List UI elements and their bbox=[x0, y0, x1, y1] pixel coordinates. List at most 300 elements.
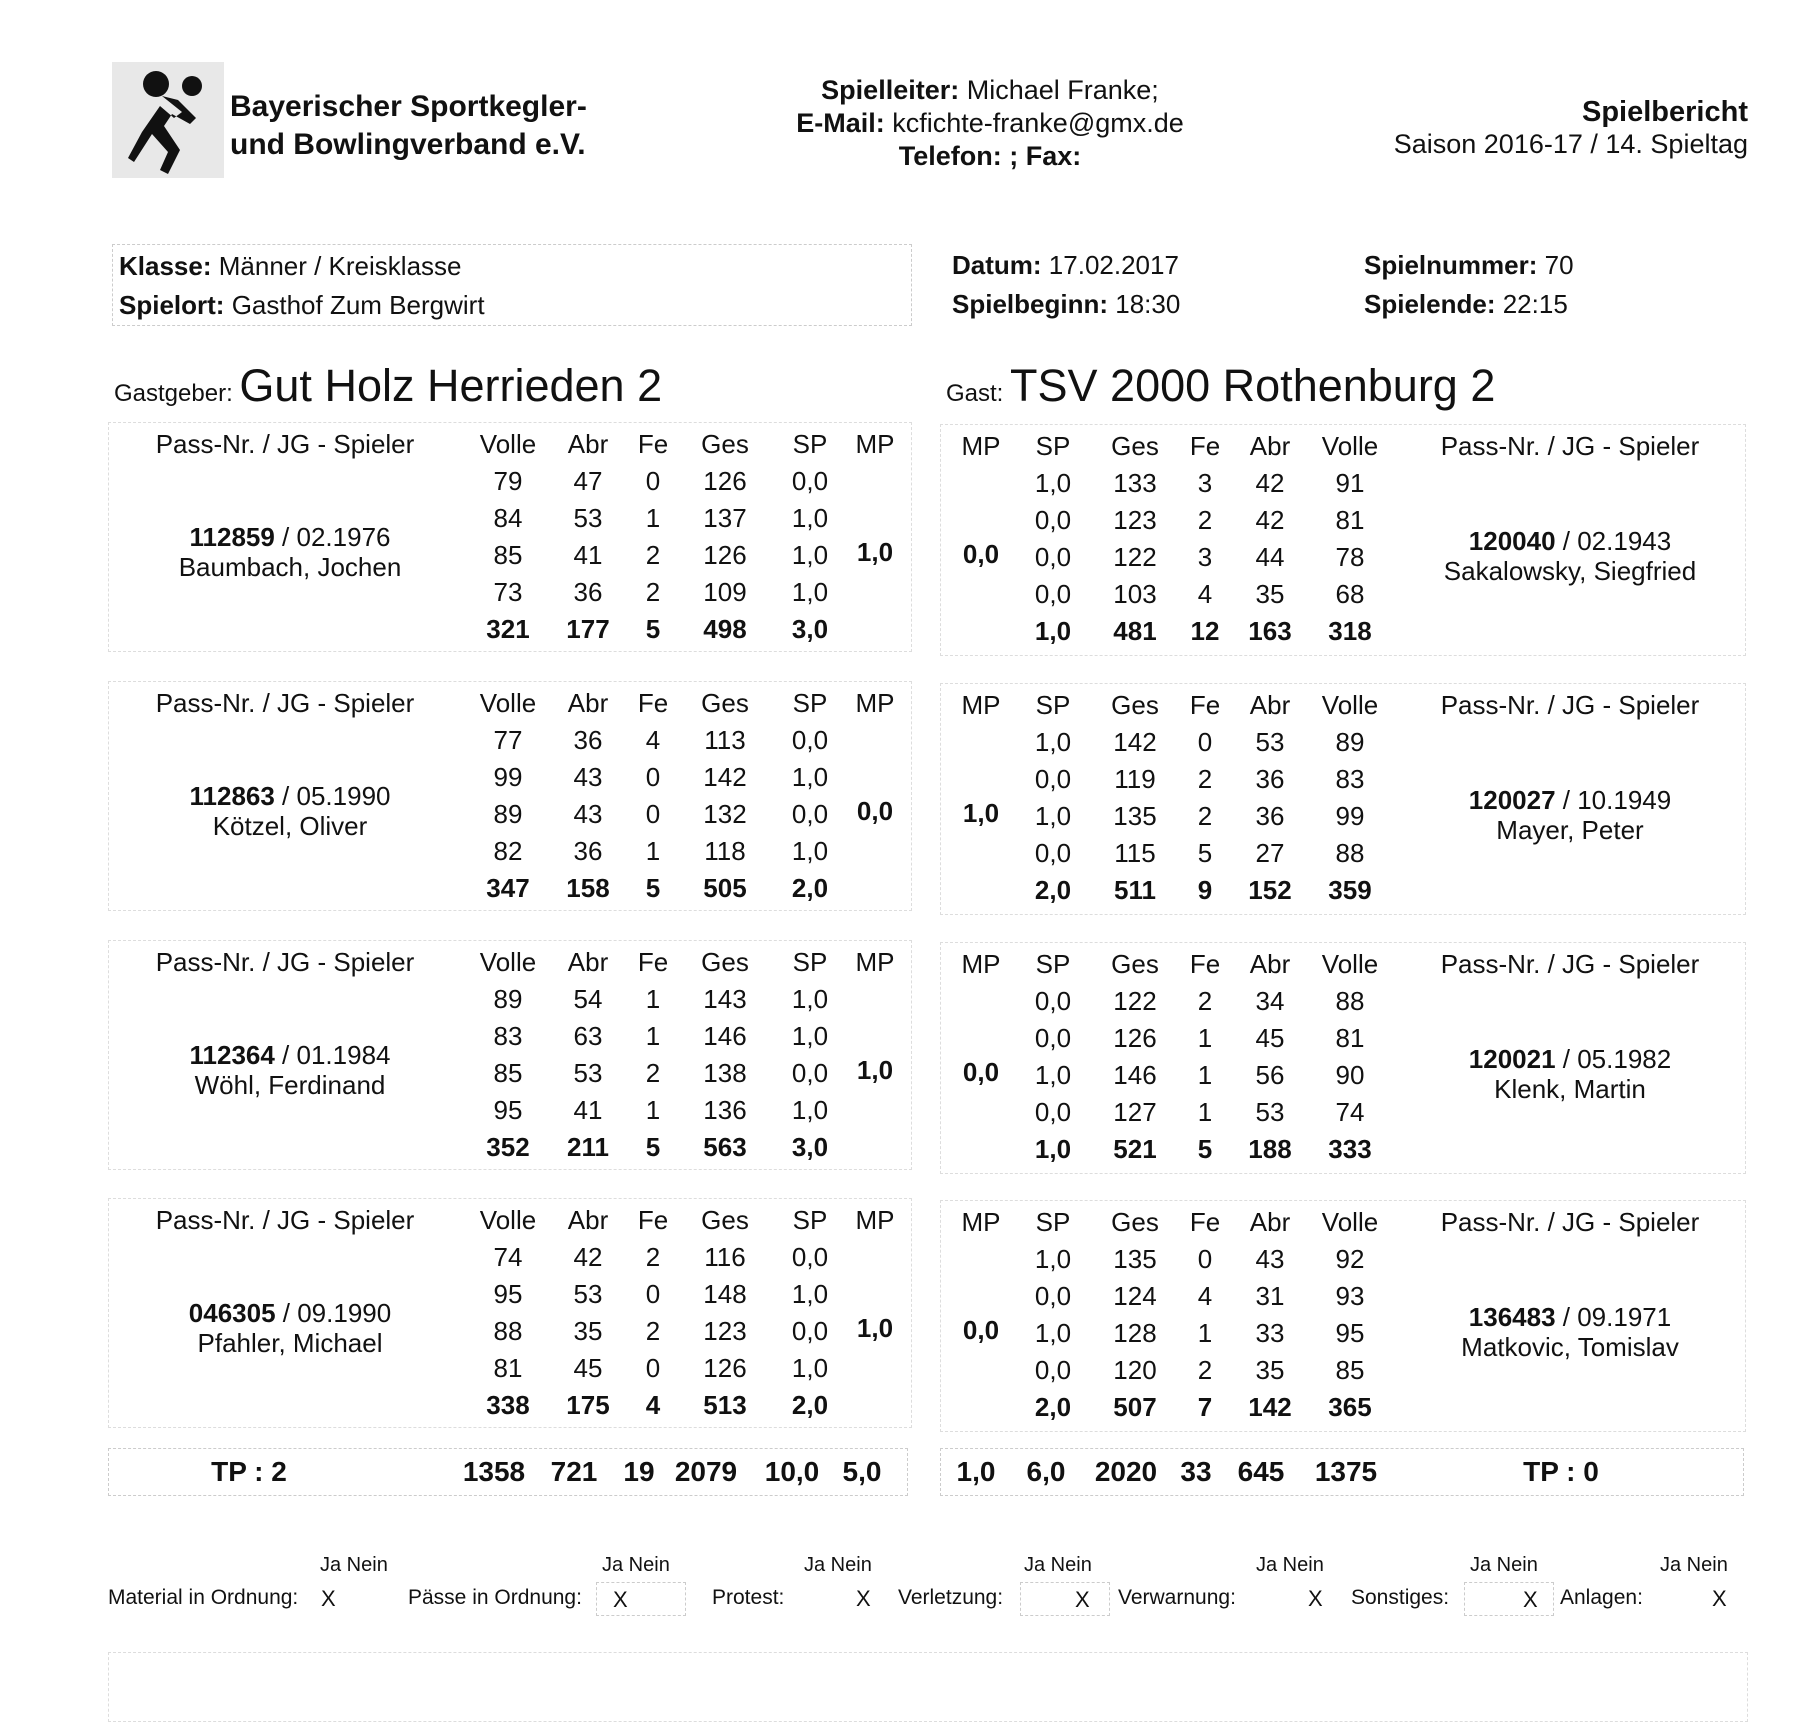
score-cell: 81 bbox=[1335, 1023, 1365, 1053]
column-header-abr: Abr bbox=[567, 947, 609, 977]
score-cell: 53 bbox=[1255, 1097, 1285, 1127]
score-cell: 77 bbox=[493, 725, 523, 755]
score-cell: 126 bbox=[703, 1353, 747, 1383]
score-cell: 0,0 bbox=[1034, 542, 1072, 572]
sum-cell: 505 bbox=[703, 873, 747, 903]
score-cell: 83 bbox=[493, 1021, 523, 1051]
score-cell: 95 bbox=[493, 1279, 523, 1309]
score-cell: 31 bbox=[1255, 1281, 1285, 1311]
score-cell: 27 bbox=[1255, 838, 1285, 868]
score-cell: 68 bbox=[1335, 579, 1365, 609]
score-cell: 148 bbox=[703, 1279, 747, 1309]
score-cell: 89 bbox=[1335, 727, 1365, 757]
column-header-volle: Volle bbox=[479, 1205, 537, 1235]
score-cell: 0 bbox=[645, 1279, 661, 1309]
score-cell: 36 bbox=[573, 836, 603, 866]
score-cell: 1,0 bbox=[1034, 1060, 1072, 1090]
score-cell: 74 bbox=[493, 1242, 523, 1272]
sum-cell: 481 bbox=[1113, 616, 1157, 646]
column-header-mp: MP bbox=[855, 947, 895, 977]
score-cell: 36 bbox=[1255, 764, 1285, 794]
column-header-sp: SP bbox=[1035, 949, 1071, 979]
score-cell: 85 bbox=[493, 1058, 523, 1088]
score-cell: 1 bbox=[1197, 1060, 1213, 1090]
score-cell: 4 bbox=[645, 725, 661, 755]
sum-cell: 333 bbox=[1328, 1134, 1372, 1164]
score-cell: 47 bbox=[573, 466, 603, 496]
column-header-player: Pass-Nr. / JG - Spieler bbox=[1440, 1207, 1700, 1237]
score-cell: 53 bbox=[573, 503, 603, 533]
column-header-abr: Abr bbox=[567, 688, 609, 718]
guest-team-title: Gast: TSV 2000 Rothenburg 2 bbox=[946, 360, 1496, 411]
column-header-mp: MP bbox=[855, 1205, 895, 1235]
score-cell: 122 bbox=[1113, 986, 1157, 1016]
player-mp: 1,0 bbox=[856, 537, 894, 567]
score-cell: 3 bbox=[1197, 542, 1213, 572]
column-header-volle: Volle bbox=[479, 429, 537, 459]
player-pass-number: 120027 bbox=[1468, 785, 1556, 815]
score-cell: 88 bbox=[493, 1316, 523, 1346]
player-pass-number: 136483 bbox=[1468, 1302, 1556, 1332]
sum-cell: 5 bbox=[645, 873, 661, 903]
sum-cell: 211 bbox=[567, 1132, 609, 1162]
column-header-volle: Volle bbox=[1321, 1207, 1379, 1237]
player-birth: / 05.1982 bbox=[1555, 1044, 1672, 1074]
score-cell: 45 bbox=[573, 1353, 603, 1383]
score-cell: 1 bbox=[1197, 1097, 1213, 1127]
sum-cell: 507 bbox=[1113, 1392, 1157, 1422]
score-cell: 0,0 bbox=[1034, 579, 1072, 609]
column-header-sp: SP bbox=[1035, 1207, 1071, 1237]
score-cell: 35 bbox=[573, 1316, 603, 1346]
player-birth: / 02.1943 bbox=[1555, 526, 1672, 556]
score-cell: 1,0 bbox=[791, 1353, 829, 1383]
score-cell: 2 bbox=[645, 1242, 661, 1272]
sum-cell: 4 bbox=[645, 1390, 661, 1420]
organization-name: Bayerischer Sportkegler- und Bowlingverband e.V. bbox=[230, 90, 587, 161]
score-cell: 92 bbox=[1335, 1244, 1365, 1274]
player-birth: / 01.1984 bbox=[274, 1040, 391, 1070]
column-header-fe: Fe bbox=[1189, 1207, 1221, 1237]
score-cell: 74 bbox=[1335, 1097, 1365, 1127]
score-cell: 3 bbox=[1197, 468, 1213, 498]
column-header-fe: Fe bbox=[1189, 949, 1221, 979]
ja-nein-header: Ja Nein bbox=[1470, 1554, 1538, 1576]
score-cell: 1,0 bbox=[791, 1279, 829, 1309]
sum-cell: 188 bbox=[1248, 1134, 1292, 1164]
sum-cell: 513 bbox=[703, 1390, 747, 1420]
score-cell: 122 bbox=[1113, 542, 1157, 572]
score-cell: 0,0 bbox=[791, 1242, 829, 1272]
sum-cell: 352 bbox=[486, 1132, 530, 1162]
column-header-ges: Ges bbox=[1111, 431, 1159, 461]
column-header-fe: Fe bbox=[637, 688, 669, 718]
score-cell: 0,0 bbox=[1034, 838, 1072, 868]
score-cell: 123 bbox=[703, 1316, 747, 1346]
column-header-mp: MP bbox=[961, 949, 1001, 979]
score-cell: 43 bbox=[573, 762, 603, 792]
score-cell: 90 bbox=[1335, 1060, 1365, 1090]
score-cell: 1 bbox=[1197, 1318, 1213, 1348]
sum-cell: 1,0 bbox=[1034, 616, 1072, 646]
checkbox-paesse[interactable]: X bbox=[596, 1582, 686, 1616]
score-row bbox=[0, 465, 1790, 501]
sum-row bbox=[0, 1131, 1790, 1167]
score-cell: 109 bbox=[703, 577, 747, 607]
checklist-label-verwarnung: Verwarnung: bbox=[1118, 1586, 1236, 1609]
player-name: Kötzel, Oliver bbox=[212, 811, 368, 841]
column-header-ges: Ges bbox=[1111, 949, 1159, 979]
score-cell: 146 bbox=[703, 1021, 747, 1051]
score-cell: 36 bbox=[1255, 801, 1285, 831]
ja-nein-header: Ja Nein bbox=[602, 1554, 670, 1576]
score-cell: 44 bbox=[1255, 542, 1285, 572]
sum-cell: 563 bbox=[703, 1132, 747, 1162]
guest-totals: 1,0 6,0 2020 33 645 1375 TP : 0 bbox=[940, 1448, 1744, 1496]
remarks-area bbox=[108, 1652, 1748, 1722]
checklist-label-verletzung: Verletzung: bbox=[898, 1586, 1004, 1609]
column-header-row bbox=[0, 946, 1790, 982]
column-header-player: Pass-Nr. / JG - Spieler bbox=[1440, 690, 1700, 720]
score-cell: 136 bbox=[703, 1095, 747, 1125]
score-cell: 0,0 bbox=[1034, 1097, 1072, 1127]
association-logo bbox=[112, 62, 224, 178]
sum-cell: 2,0 bbox=[1034, 875, 1072, 905]
sum-cell: 2,0 bbox=[791, 873, 829, 903]
score-cell: 2 bbox=[1197, 1355, 1213, 1385]
column-header-fe: Fe bbox=[637, 947, 669, 977]
player-birth: / 05.1990 bbox=[274, 781, 391, 811]
column-header-sp: SP bbox=[792, 688, 828, 718]
sum-cell: 1,0 bbox=[1034, 1134, 1072, 1164]
column-header-ges: Ges bbox=[1111, 1207, 1159, 1237]
score-cell: 42 bbox=[1255, 468, 1285, 498]
column-header-fe: Fe bbox=[1189, 690, 1221, 720]
score-cell: 115 bbox=[1114, 838, 1156, 868]
player-pass-number: 120040 bbox=[1468, 526, 1556, 556]
sum-cell: 163 bbox=[1248, 616, 1292, 646]
score-cell: 82 bbox=[493, 836, 523, 866]
email-value: kcfichte-franke@gmx.de bbox=[892, 108, 1184, 138]
score-cell: 78 bbox=[1335, 542, 1365, 572]
score-cell: 138 bbox=[703, 1058, 747, 1088]
column-header-volle: Volle bbox=[479, 947, 537, 977]
score-cell: 119 bbox=[1114, 764, 1156, 794]
column-header-ges: Ges bbox=[701, 688, 749, 718]
column-header-mp: MP bbox=[855, 688, 895, 718]
player-name: Mayer, Peter bbox=[1496, 815, 1644, 845]
score-cell: 0,0 bbox=[791, 725, 829, 755]
score-cell: 95 bbox=[493, 1095, 523, 1125]
sum-cell: 5 bbox=[645, 1132, 661, 1162]
score-cell: 99 bbox=[493, 762, 523, 792]
player-info bbox=[1410, 785, 1730, 845]
column-header-player: Pass-Nr. / JG - Spieler bbox=[155, 1205, 415, 1235]
score-cell: 1,0 bbox=[791, 577, 829, 607]
player-pass-number: 046305 bbox=[188, 1298, 276, 1328]
checkbox-anlagen[interactable]: X bbox=[1712, 1586, 1727, 1611]
score-cell: 2 bbox=[645, 540, 661, 570]
sum-cell: 3,0 bbox=[791, 614, 829, 644]
player-name: Wöhl, Ferdinand bbox=[194, 1070, 386, 1100]
sum-cell: 5 bbox=[1197, 1134, 1213, 1164]
score-cell: 41 bbox=[573, 540, 603, 570]
score-cell: 1 bbox=[645, 984, 661, 1014]
sum-cell: 365 bbox=[1328, 1392, 1372, 1422]
score-cell: 0 bbox=[1197, 1244, 1213, 1274]
score-cell: 126 bbox=[1113, 1023, 1157, 1053]
ja-nein-header: Ja Nein bbox=[1660, 1554, 1728, 1576]
score-cell: 0,0 bbox=[1034, 1355, 1072, 1385]
ja-nein-header: Ja Nein bbox=[1024, 1554, 1092, 1576]
score-cell: 91 bbox=[1335, 468, 1365, 498]
score-cell: 53 bbox=[1255, 727, 1285, 757]
guest-player-block bbox=[0, 428, 1790, 662]
score-cell: 89 bbox=[493, 799, 523, 829]
score-cell: 120 bbox=[1113, 1355, 1157, 1385]
score-cell: 1,0 bbox=[791, 1095, 829, 1125]
checklist-label-paesse: Pässe in Ordnung: bbox=[408, 1586, 582, 1609]
match-info-right: Datum: 17.02.2017 Spielbeginn: 18:30 Spielnummer: 70 Spielende: 22:15 bbox=[952, 250, 1574, 319]
score-cell: 137 bbox=[703, 503, 747, 533]
column-header-mp: MP bbox=[855, 429, 895, 459]
score-cell: 124 bbox=[1113, 1281, 1157, 1311]
sum-cell: 498 bbox=[703, 614, 747, 644]
score-cell: 1,0 bbox=[791, 540, 829, 570]
score-cell: 1,0 bbox=[1034, 468, 1072, 498]
column-header-player: Pass-Nr. / JG - Spieler bbox=[155, 688, 415, 718]
score-cell: 4 bbox=[1197, 579, 1213, 609]
score-cell: 0,0 bbox=[1034, 1281, 1072, 1311]
score-cell: 0,0 bbox=[791, 466, 829, 496]
player-mp: 0,0 bbox=[962, 539, 1000, 569]
player-pass-number: 112863 bbox=[189, 781, 275, 811]
column-header-mp: MP bbox=[961, 1207, 1001, 1237]
sum-cell: 321 bbox=[486, 614, 530, 644]
sum-cell: 2,0 bbox=[791, 1390, 829, 1420]
score-cell: 116 bbox=[704, 1242, 746, 1272]
sum-row bbox=[0, 872, 1790, 908]
home-totals: TP : 2 1358 721 19 2079 10,0 5,0 bbox=[108, 1448, 908, 1496]
player-birth: / 02.1976 bbox=[274, 522, 391, 552]
score-cell: 33 bbox=[1255, 1318, 1285, 1348]
checklist-label-anlagen: Anlagen: bbox=[1560, 1586, 1643, 1609]
league-contact: Spielleiter: Michael Franke; E-Mail: kcfichte-franke@gmx.de Telefon: ; Fax: bbox=[796, 75, 1184, 171]
column-header-sp: SP bbox=[792, 1205, 828, 1235]
score-cell: 88 bbox=[1335, 838, 1365, 868]
checklist-label-material: Material in Ordnung: bbox=[108, 1586, 299, 1609]
score-cell: 0 bbox=[645, 762, 661, 792]
column-header-abr: Abr bbox=[567, 429, 609, 459]
column-header-ges: Ges bbox=[701, 947, 749, 977]
score-cell: 43 bbox=[1255, 1244, 1285, 1274]
score-cell: 88 bbox=[1335, 986, 1365, 1016]
score-cell: 81 bbox=[493, 1353, 523, 1383]
column-header-ges: Ges bbox=[701, 429, 749, 459]
score-cell: 35 bbox=[1255, 1355, 1285, 1385]
report-title: Spielbericht Saison 2016-17 / 14. Spieltag bbox=[1393, 96, 1748, 159]
score-cell: 2 bbox=[1197, 986, 1213, 1016]
score-cell: 45 bbox=[1255, 1023, 1285, 1053]
score-cell: 103 bbox=[1113, 579, 1157, 609]
sum-cell: 359 bbox=[1328, 875, 1372, 905]
checkbox-material[interactable]: X bbox=[321, 1586, 336, 1611]
player-mp: 0,0 bbox=[856, 796, 894, 826]
sum-cell: 9 bbox=[1197, 875, 1213, 905]
score-cell: 63 bbox=[573, 1021, 603, 1051]
score-row bbox=[0, 1241, 1790, 1277]
sum-cell: 12 bbox=[1190, 616, 1220, 646]
sum-cell: 175 bbox=[566, 1390, 610, 1420]
score-cell: 0,0 bbox=[1034, 505, 1072, 535]
score-cell: 36 bbox=[573, 577, 603, 607]
column-header-sp: SP bbox=[792, 947, 828, 977]
score-cell: 146 bbox=[1113, 1060, 1157, 1090]
score-cell: 0 bbox=[1197, 727, 1213, 757]
score-cell: 36 bbox=[573, 725, 603, 755]
column-header-sp: SP bbox=[1035, 431, 1071, 461]
column-header-mp: MP bbox=[961, 690, 1001, 720]
score-cell: 1 bbox=[1197, 1023, 1213, 1053]
score-cell: 85 bbox=[1335, 1355, 1365, 1385]
player-mp: 0,0 bbox=[962, 1057, 1000, 1087]
column-header-player: Pass-Nr. / JG - Spieler bbox=[1440, 431, 1700, 461]
sum-cell: 3,0 bbox=[791, 1132, 829, 1162]
sum-cell: 338 bbox=[486, 1390, 530, 1420]
checkbox-protest[interactable]: X bbox=[856, 1586, 871, 1611]
score-cell: 5 bbox=[1197, 838, 1213, 868]
score-cell: 1,0 bbox=[791, 762, 829, 792]
player-mp: 1,0 bbox=[856, 1313, 894, 1343]
score-cell: 113 bbox=[704, 725, 746, 755]
score-cell: 84 bbox=[493, 503, 523, 533]
column-header-abr: Abr bbox=[1249, 1207, 1291, 1237]
column-header-volle: Volle bbox=[1321, 949, 1379, 979]
player-pass-number: 120021 bbox=[1468, 1044, 1556, 1074]
score-cell: 34 bbox=[1255, 986, 1285, 1016]
score-cell: 2 bbox=[645, 1058, 661, 1088]
column-header-player: Pass-Nr. / JG - Spieler bbox=[155, 947, 415, 977]
sum-cell: 318 bbox=[1328, 616, 1372, 646]
guest-player-block bbox=[0, 946, 1790, 1180]
player-info bbox=[1410, 526, 1730, 586]
sum-cell: 2,0 bbox=[1034, 1392, 1072, 1422]
checklist-label-protest: Protest: bbox=[712, 1586, 785, 1609]
home-team-title: Gastgeber: Gut Holz Herrieden 2 bbox=[114, 360, 663, 411]
player-name: Pfahler, Michael bbox=[197, 1328, 383, 1358]
score-cell: 53 bbox=[573, 1279, 603, 1309]
score-cell: 0,0 bbox=[791, 799, 829, 829]
checklist-label-sonstiges: Sonstiges: bbox=[1351, 1586, 1450, 1609]
score-cell: 93 bbox=[1335, 1281, 1365, 1311]
score-cell: 35 bbox=[1255, 579, 1285, 609]
sum-row bbox=[0, 613, 1790, 649]
score-cell: 1,0 bbox=[791, 1021, 829, 1051]
column-header-fe: Fe bbox=[637, 1205, 669, 1235]
score-cell: 1,0 bbox=[1034, 1244, 1072, 1274]
score-cell: 132 bbox=[703, 799, 747, 829]
score-cell: 126 bbox=[703, 540, 747, 570]
score-cell: 1 bbox=[645, 836, 661, 866]
score-cell: 1,0 bbox=[1034, 1318, 1072, 1348]
score-cell: 73 bbox=[493, 577, 523, 607]
guest-player-block bbox=[0, 1204, 1790, 1438]
score-cell: 2 bbox=[645, 1316, 661, 1346]
score-cell: 128 bbox=[1113, 1318, 1157, 1348]
column-header-row bbox=[0, 428, 1790, 464]
score-cell: 1,0 bbox=[1034, 727, 1072, 757]
score-cell: 143 bbox=[703, 984, 747, 1014]
score-cell: 123 bbox=[1113, 505, 1157, 535]
column-header-fe: Fe bbox=[1189, 431, 1221, 461]
ja-nein-header: Ja Nein bbox=[1256, 1554, 1324, 1576]
score-cell: 0 bbox=[645, 466, 661, 496]
score-cell: 43 bbox=[573, 799, 603, 829]
match-info-left: Klasse: Männer / Kreisklasse Spielort: Gasthof Zum Bergwirt bbox=[112, 244, 912, 326]
player-name: Sakalowsky, Siegfried bbox=[1443, 556, 1697, 586]
column-header-abr: Abr bbox=[1249, 431, 1291, 461]
checkbox-sonstiges[interactable]: X bbox=[1464, 1582, 1554, 1616]
player-name: Baumbach, Jochen bbox=[178, 552, 402, 582]
score-cell: 0,0 bbox=[791, 1058, 829, 1088]
score-cell: 4 bbox=[1197, 1281, 1213, 1311]
column-header-mp: MP bbox=[961, 431, 1001, 461]
player-info bbox=[1410, 1044, 1730, 1104]
score-cell: 0 bbox=[645, 799, 661, 829]
score-cell: 79 bbox=[493, 466, 523, 496]
score-cell: 0,0 bbox=[1034, 764, 1072, 794]
score-cell: 0,0 bbox=[1034, 1023, 1072, 1053]
score-cell: 2 bbox=[1197, 764, 1213, 794]
score-cell: 126 bbox=[703, 466, 747, 496]
column-header-player: Pass-Nr. / JG - Spieler bbox=[155, 429, 415, 459]
player-mp: 0,0 bbox=[962, 1315, 1000, 1345]
score-cell: 142 bbox=[1113, 727, 1157, 757]
player-info bbox=[1410, 1302, 1730, 1362]
player-name: Klenk, Martin bbox=[1494, 1074, 1646, 1104]
sum-cell: 511 bbox=[1114, 875, 1156, 905]
checklist bbox=[108, 1554, 1748, 1634]
player-birth: / 10.1949 bbox=[1555, 785, 1672, 815]
checkbox-verwarnung[interactable]: X bbox=[1308, 1586, 1323, 1611]
column-header-abr: Abr bbox=[1249, 690, 1291, 720]
column-header-row bbox=[0, 687, 1790, 723]
sum-cell: 158 bbox=[566, 873, 610, 903]
score-cell: 142 bbox=[703, 762, 747, 792]
column-header-ges: Ges bbox=[1111, 690, 1159, 720]
score-cell: 2 bbox=[645, 577, 661, 607]
sum-cell: 142 bbox=[1248, 1392, 1292, 1422]
score-cell: 42 bbox=[1255, 505, 1285, 535]
player-name: Matkovic, Tomislav bbox=[1461, 1332, 1679, 1362]
score-cell: 1,0 bbox=[791, 503, 829, 533]
score-cell: 54 bbox=[573, 984, 603, 1014]
score-row bbox=[0, 983, 1790, 1019]
sum-cell: 347 bbox=[486, 873, 530, 903]
score-cell: 127 bbox=[1113, 1097, 1157, 1127]
checkbox-verletzung[interactable]: X bbox=[1020, 1582, 1110, 1616]
score-cell: 99 bbox=[1335, 801, 1365, 831]
sum-cell: 521 bbox=[1113, 1134, 1157, 1164]
score-cell: 2 bbox=[1197, 505, 1213, 535]
column-header-abr: Abr bbox=[1249, 949, 1291, 979]
guest-player-block bbox=[0, 687, 1790, 921]
column-header-abr: Abr bbox=[567, 1205, 609, 1235]
score-cell: 1 bbox=[645, 1021, 661, 1051]
score-cell: 42 bbox=[573, 1242, 603, 1272]
score-cell: 95 bbox=[1335, 1318, 1365, 1348]
column-header-volle: Volle bbox=[1321, 431, 1379, 461]
